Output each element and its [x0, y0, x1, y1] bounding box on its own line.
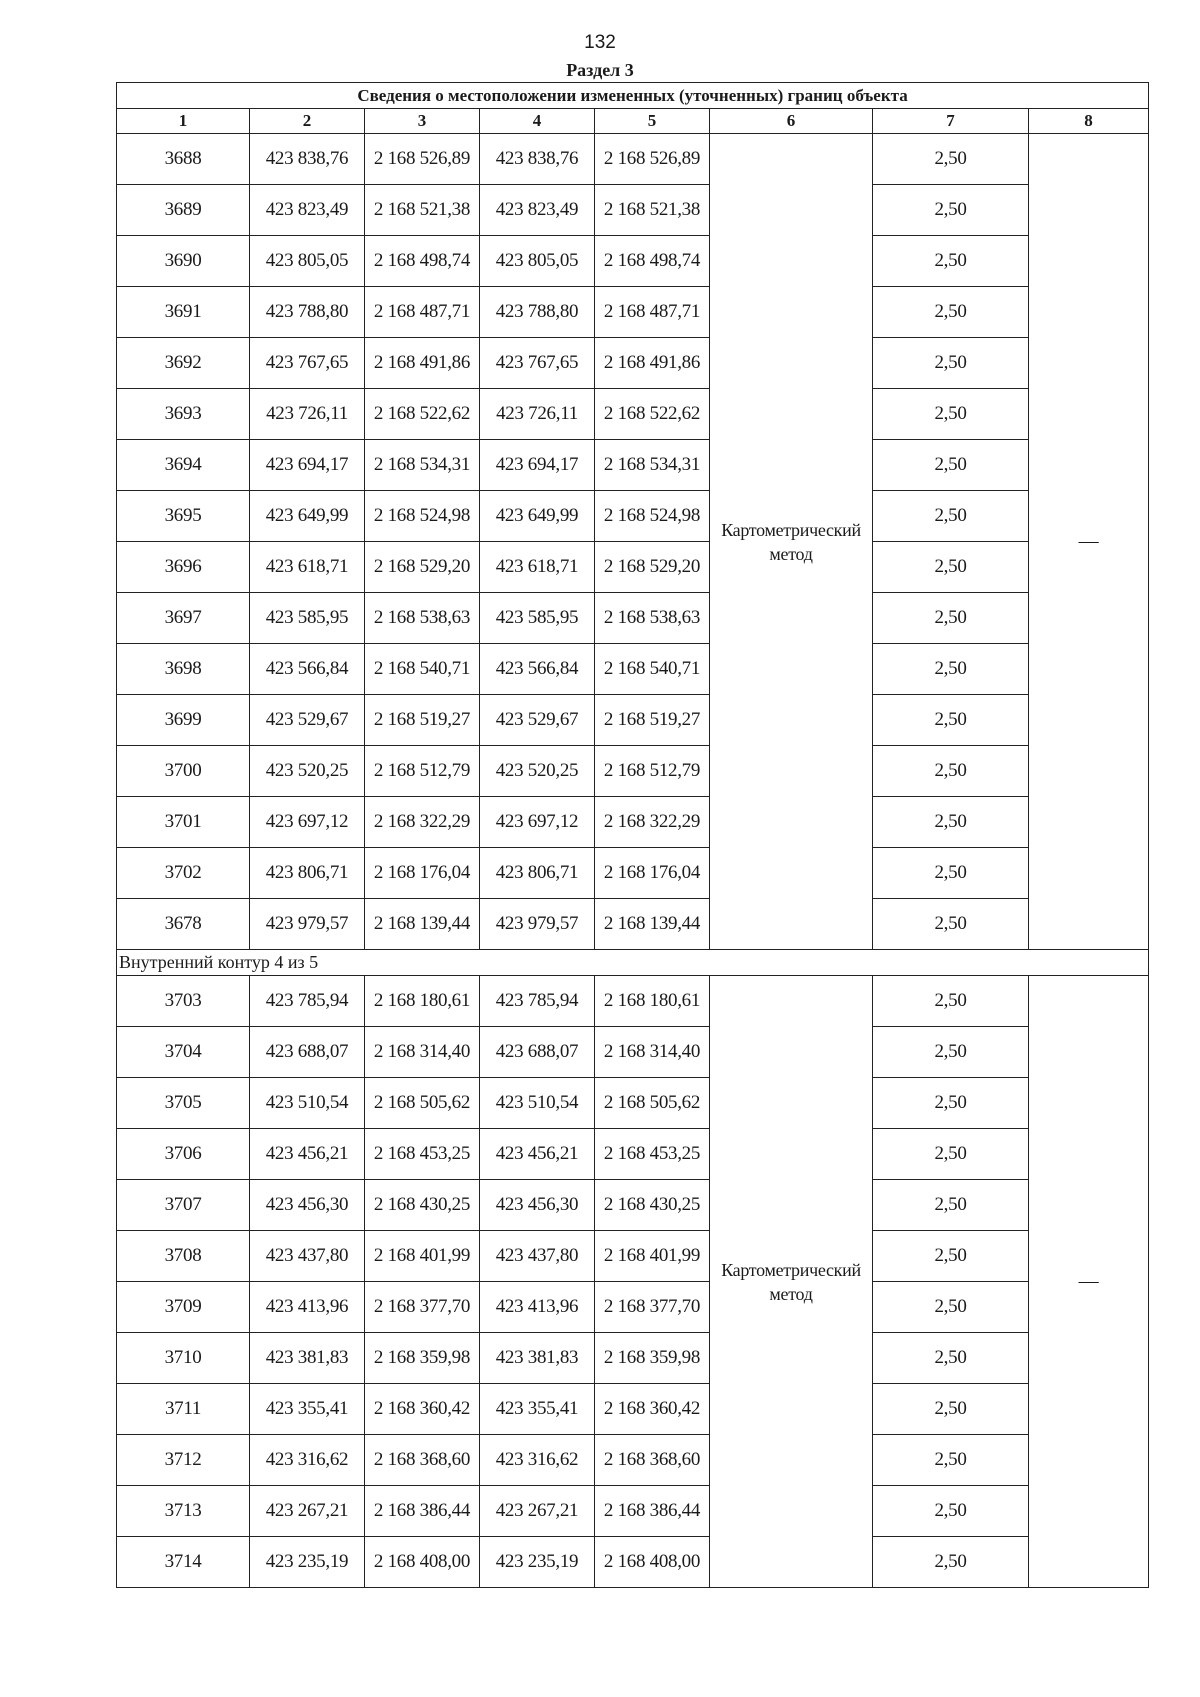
x-new-cell: 423 806,71: [480, 848, 595, 899]
point-number-cell: 3709: [117, 1282, 250, 1333]
table-row: [117, 593, 1149, 644]
y-new-cell: 2 168 453,25: [595, 1129, 710, 1180]
x-existing-cell: 423 437,80: [250, 1231, 365, 1282]
accuracy-cell: 2,50: [873, 976, 1029, 1027]
x-new-cell: 423 566,84: [480, 644, 595, 695]
x-existing-cell: 423 235,19: [250, 1537, 365, 1588]
table-row: [117, 542, 1149, 593]
table-row: [117, 899, 1149, 950]
point-number-cell: 3692: [117, 338, 250, 389]
x-new-cell: 423 618,71: [480, 542, 595, 593]
y-existing-cell: 2 168 487,71: [365, 287, 480, 338]
x-new-cell: 423 823,49: [480, 185, 595, 236]
y-new-cell: 2 168 529,20: [595, 542, 710, 593]
column-number: 4: [480, 109, 595, 134]
x-existing-cell: 423 649,99: [250, 491, 365, 542]
column-number: 1: [117, 109, 250, 134]
table-row: [117, 491, 1149, 542]
accuracy-cell: 2,50: [873, 1282, 1029, 1333]
column-number: 2: [250, 109, 365, 134]
boundary-coordinates-table: [116, 82, 1149, 1588]
y-new-cell: 2 168 359,98: [595, 1333, 710, 1384]
y-new-cell: 2 168 505,62: [595, 1078, 710, 1129]
x-new-cell: 423 381,83: [480, 1333, 595, 1384]
y-existing-cell: 2 168 377,70: [365, 1282, 480, 1333]
accuracy-cell: 2,50: [873, 797, 1029, 848]
accuracy-cell: 2,50: [873, 1537, 1029, 1588]
y-existing-cell: 2 168 322,29: [365, 797, 480, 848]
column-8-cell: —: [1029, 976, 1149, 1588]
x-existing-cell: 423 785,94: [250, 976, 365, 1027]
x-new-cell: 423 235,19: [480, 1537, 595, 1588]
contour-heading-row: [117, 950, 1149, 976]
table-row: [117, 185, 1149, 236]
point-number-cell: 3707: [117, 1180, 250, 1231]
column-8-cell: —: [1029, 134, 1149, 950]
point-number-cell: 3703: [117, 976, 250, 1027]
y-new-cell: 2 168 176,04: [595, 848, 710, 899]
accuracy-cell: 2,50: [873, 899, 1029, 950]
table-row: [117, 1333, 1149, 1384]
y-new-cell: 2 168 322,29: [595, 797, 710, 848]
accuracy-cell: 2,50: [873, 746, 1029, 797]
contour-heading: Внутренний контур 4 из 5: [117, 950, 1149, 976]
y-new-cell: 2 168 519,27: [595, 695, 710, 746]
y-existing-cell: 2 168 526,89: [365, 134, 480, 185]
x-new-cell: 423 726,11: [480, 389, 595, 440]
y-existing-cell: 2 168 505,62: [365, 1078, 480, 1129]
x-existing-cell: 423 806,71: [250, 848, 365, 899]
table-row: [117, 134, 1149, 185]
accuracy-cell: 2,50: [873, 491, 1029, 542]
x-existing-cell: 423 694,17: [250, 440, 365, 491]
x-new-cell: 423 697,12: [480, 797, 595, 848]
accuracy-cell: 2,50: [873, 338, 1029, 389]
accuracy-cell: 2,50: [873, 1078, 1029, 1129]
y-new-cell: 2 168 498,74: [595, 236, 710, 287]
y-existing-cell: 2 168 314,40: [365, 1027, 480, 1078]
point-number-cell: 3678: [117, 899, 250, 950]
accuracy-cell: 2,50: [873, 1333, 1029, 1384]
y-existing-cell: 2 168 139,44: [365, 899, 480, 950]
x-new-cell: 423 520,25: [480, 746, 595, 797]
accuracy-cell: 2,50: [873, 1027, 1029, 1078]
point-number-cell: 3691: [117, 287, 250, 338]
column-number: 3: [365, 109, 480, 134]
point-number-cell: 3697: [117, 593, 250, 644]
y-existing-cell: 2 168 512,79: [365, 746, 480, 797]
y-existing-cell: 2 168 540,71: [365, 644, 480, 695]
point-number-cell: 3700: [117, 746, 250, 797]
y-new-cell: 2 168 512,79: [595, 746, 710, 797]
y-new-cell: 2 168 139,44: [595, 899, 710, 950]
y-new-cell: 2 168 368,60: [595, 1435, 710, 1486]
table-row: [117, 1282, 1149, 1333]
accuracy-cell: 2,50: [873, 593, 1029, 644]
y-existing-cell: 2 168 430,25: [365, 1180, 480, 1231]
x-existing-cell: 423 805,05: [250, 236, 365, 287]
y-existing-cell: 2 168 408,00: [365, 1537, 480, 1588]
accuracy-cell: 2,50: [873, 236, 1029, 287]
point-number-cell: 3689: [117, 185, 250, 236]
x-existing-cell: 423 355,41: [250, 1384, 365, 1435]
y-new-cell: 2 168 521,38: [595, 185, 710, 236]
x-existing-cell: 423 381,83: [250, 1333, 365, 1384]
x-new-cell: 423 688,07: [480, 1027, 595, 1078]
table-row: [117, 1231, 1149, 1282]
point-number-cell: 3694: [117, 440, 250, 491]
y-new-cell: 2 168 540,71: [595, 644, 710, 695]
y-new-cell: 2 168 491,86: [595, 338, 710, 389]
y-new-cell: 2 168 430,25: [595, 1180, 710, 1231]
point-number-cell: 3706: [117, 1129, 250, 1180]
x-new-cell: 423 437,80: [480, 1231, 595, 1282]
accuracy-cell: 2,50: [873, 287, 1029, 338]
point-number-cell: 3690: [117, 236, 250, 287]
x-existing-cell: 423 529,67: [250, 695, 365, 746]
y-existing-cell: 2 168 359,98: [365, 1333, 480, 1384]
table-caption-row: [117, 83, 1149, 109]
point-number-cell: 3713: [117, 1486, 250, 1537]
point-number-cell: 3693: [117, 389, 250, 440]
page-number: 132: [584, 32, 616, 53]
x-existing-cell: 423 767,65: [250, 338, 365, 389]
column-number: 6: [710, 109, 873, 134]
accuracy-cell: 2,50: [873, 134, 1029, 185]
point-number-cell: 3712: [117, 1435, 250, 1486]
x-existing-cell: 423 726,11: [250, 389, 365, 440]
y-existing-cell: 2 168 522,62: [365, 389, 480, 440]
x-existing-cell: 423 618,71: [250, 542, 365, 593]
point-number-cell: 3704: [117, 1027, 250, 1078]
point-number-cell: 3701: [117, 797, 250, 848]
x-new-cell: 423 413,96: [480, 1282, 595, 1333]
point-number-cell: 3711: [117, 1384, 250, 1435]
x-existing-cell: 423 788,80: [250, 287, 365, 338]
x-new-cell: 423 805,05: [480, 236, 595, 287]
x-existing-cell: 423 316,62: [250, 1435, 365, 1486]
y-existing-cell: 2 168 491,86: [365, 338, 480, 389]
x-existing-cell: 423 979,57: [250, 899, 365, 950]
table-row: [117, 797, 1149, 848]
table-row: [117, 440, 1149, 491]
x-existing-cell: 423 456,30: [250, 1180, 365, 1231]
column-number: 5: [595, 109, 710, 134]
point-number-cell: 3705: [117, 1078, 250, 1129]
table-row: [117, 1384, 1149, 1435]
x-new-cell: 423 838,76: [480, 134, 595, 185]
x-existing-cell: 423 697,12: [250, 797, 365, 848]
table-row: [117, 1486, 1149, 1537]
y-existing-cell: 2 168 534,31: [365, 440, 480, 491]
y-existing-cell: 2 168 521,38: [365, 185, 480, 236]
point-number-cell: 3698: [117, 644, 250, 695]
accuracy-cell: 2,50: [873, 185, 1029, 236]
accuracy-cell: 2,50: [873, 1486, 1029, 1537]
y-existing-cell: 2 168 180,61: [365, 976, 480, 1027]
table-row: [117, 1078, 1149, 1129]
x-new-cell: 423 694,17: [480, 440, 595, 491]
section-title: Раздел 3: [566, 60, 634, 80]
point-number-cell: 3710: [117, 1333, 250, 1384]
column-number: 7: [873, 109, 1029, 134]
table-row: [117, 1129, 1149, 1180]
accuracy-cell: 2,50: [873, 1384, 1029, 1435]
accuracy-cell: 2,50: [873, 1231, 1029, 1282]
x-new-cell: 423 456,21: [480, 1129, 595, 1180]
y-existing-cell: 2 168 360,42: [365, 1384, 480, 1435]
table-row: [117, 848, 1149, 899]
table-row: [117, 644, 1149, 695]
table-row: [117, 1537, 1149, 1588]
x-existing-cell: 423 413,96: [250, 1282, 365, 1333]
y-new-cell: 2 168 487,71: [595, 287, 710, 338]
x-new-cell: 423 267,21: [480, 1486, 595, 1537]
x-existing-cell: 423 823,49: [250, 185, 365, 236]
accuracy-cell: 2,50: [873, 1180, 1029, 1231]
table-row: [117, 287, 1149, 338]
table-row: [117, 389, 1149, 440]
y-existing-cell: 2 168 386,44: [365, 1486, 480, 1537]
x-existing-cell: 423 688,07: [250, 1027, 365, 1078]
point-number-cell: 3714: [117, 1537, 250, 1588]
y-existing-cell: 2 168 538,63: [365, 593, 480, 644]
accuracy-cell: 2,50: [873, 644, 1029, 695]
x-existing-cell: 423 510,54: [250, 1078, 365, 1129]
y-new-cell: 2 168 538,63: [595, 593, 710, 644]
table-row: [117, 338, 1149, 389]
y-new-cell: 2 168 522,62: [595, 389, 710, 440]
x-new-cell: 423 788,80: [480, 287, 595, 338]
table-row: [117, 236, 1149, 287]
x-existing-cell: 423 456,21: [250, 1129, 365, 1180]
x-existing-cell: 423 520,25: [250, 746, 365, 797]
column-number-row: [117, 109, 1149, 134]
point-number-cell: 3695: [117, 491, 250, 542]
table-row: [117, 1027, 1149, 1078]
column-number: 8: [1029, 109, 1149, 134]
y-new-cell: 2 168 360,42: [595, 1384, 710, 1435]
point-number-cell: 3696: [117, 542, 250, 593]
x-new-cell: 423 785,94: [480, 976, 595, 1027]
y-existing-cell: 2 168 368,60: [365, 1435, 480, 1486]
x-new-cell: 423 649,99: [480, 491, 595, 542]
y-new-cell: 2 168 534,31: [595, 440, 710, 491]
y-existing-cell: 2 168 519,27: [365, 695, 480, 746]
y-new-cell: 2 168 526,89: [595, 134, 710, 185]
x-new-cell: 423 510,54: [480, 1078, 595, 1129]
x-existing-cell: 423 566,84: [250, 644, 365, 695]
table-row: [117, 1435, 1149, 1486]
table-row: [117, 1180, 1149, 1231]
point-number-cell: 3688: [117, 134, 250, 185]
accuracy-cell: 2,50: [873, 440, 1029, 491]
y-existing-cell: 2 168 524,98: [365, 491, 480, 542]
point-number-cell: 3702: [117, 848, 250, 899]
y-existing-cell: 2 168 453,25: [365, 1129, 480, 1180]
point-number-cell: 3708: [117, 1231, 250, 1282]
y-existing-cell: 2 168 401,99: [365, 1231, 480, 1282]
y-new-cell: 2 168 180,61: [595, 976, 710, 1027]
x-new-cell: 423 585,95: [480, 593, 595, 644]
x-new-cell: 423 355,41: [480, 1384, 595, 1435]
x-new-cell: 423 767,65: [480, 338, 595, 389]
point-number-cell: 3699: [117, 695, 250, 746]
x-existing-cell: 423 838,76: [250, 134, 365, 185]
accuracy-cell: 2,50: [873, 695, 1029, 746]
accuracy-cell: 2,50: [873, 389, 1029, 440]
x-new-cell: 423 316,62: [480, 1435, 595, 1486]
accuracy-cell: 2,50: [873, 1435, 1029, 1486]
y-new-cell: 2 168 524,98: [595, 491, 710, 542]
x-new-cell: 423 456,30: [480, 1180, 595, 1231]
method-cell: Картометрический метод: [710, 976, 873, 1588]
y-new-cell: 2 168 386,44: [595, 1486, 710, 1537]
accuracy-cell: 2,50: [873, 848, 1029, 899]
method-cell: Картометрический метод: [710, 134, 873, 950]
x-existing-cell: 423 585,95: [250, 593, 365, 644]
table-row: [117, 976, 1149, 1027]
y-existing-cell: 2 168 529,20: [365, 542, 480, 593]
y-new-cell: 2 168 377,70: [595, 1282, 710, 1333]
accuracy-cell: 2,50: [873, 542, 1029, 593]
x-new-cell: 423 979,57: [480, 899, 595, 950]
x-new-cell: 423 529,67: [480, 695, 595, 746]
table-body: [117, 83, 1149, 1588]
table-caption: Сведения о местоположении измененных (уточненных) границ объекта: [117, 83, 1149, 109]
y-existing-cell: 2 168 176,04: [365, 848, 480, 899]
accuracy-cell: 2,50: [873, 1129, 1029, 1180]
y-new-cell: 2 168 408,00: [595, 1537, 710, 1588]
table-row: [117, 695, 1149, 746]
y-existing-cell: 2 168 498,74: [365, 236, 480, 287]
x-existing-cell: 423 267,21: [250, 1486, 365, 1537]
table-row: [117, 746, 1149, 797]
y-new-cell: 2 168 314,40: [595, 1027, 710, 1078]
y-new-cell: 2 168 401,99: [595, 1231, 710, 1282]
